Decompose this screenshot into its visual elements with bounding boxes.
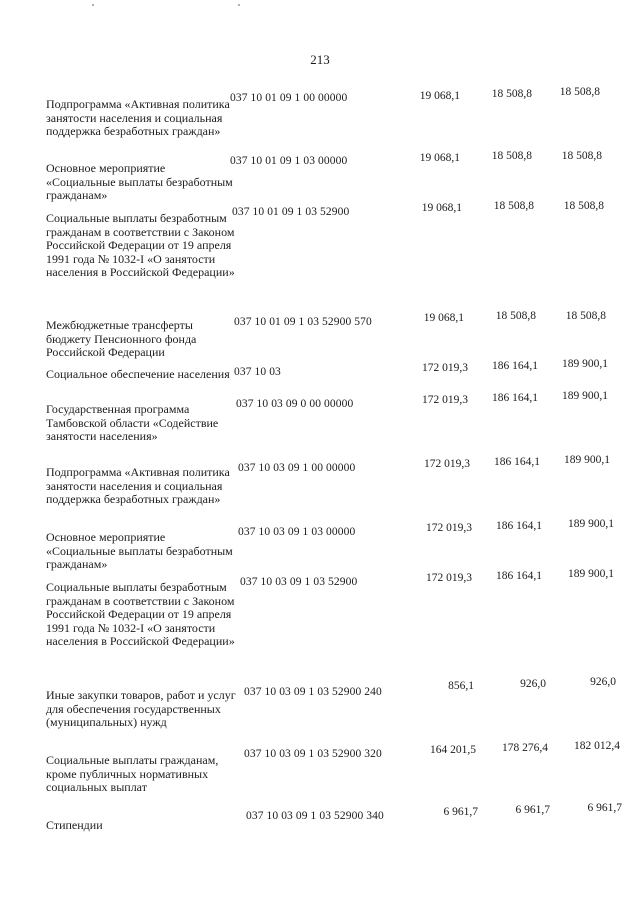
row-description: Основное мероприятие «Социальные выплаты безработным гражданам» [46, 530, 233, 571]
row-value-1: 19 068,1 [421, 202, 462, 214]
row-value-1: 172 019,3 [422, 394, 468, 406]
row-value-2: 186 164,1 [492, 392, 538, 404]
row-value-2: 186 164,1 [494, 456, 540, 468]
row-value-3: 189 900,1 [564, 454, 610, 466]
row-value-1: 172 019,3 [426, 572, 472, 584]
row-value-3: 18 508,8 [559, 86, 600, 98]
row-description: Стипендии [46, 818, 103, 832]
row-code: 037 10 01 09 1 03 00000 [230, 155, 348, 167]
row-value-1: 6 961,7 [443, 806, 478, 818]
row-description: Основное мероприятие «Социальные выплаты безработным гражданам» [46, 161, 233, 202]
row-description: Иные закупки товаров, работ и услуг для обеспечения государственных (муниципальных) нужд [46, 688, 236, 729]
row-code: 037 10 03 09 1 03 52900 [240, 576, 358, 588]
row-description: Государственная программа Тамбовской области «Содействие занятости населения» [46, 402, 219, 443]
row-value-3: 189 900,1 [562, 358, 608, 370]
row-value-3: 189 900,1 [568, 568, 614, 580]
row-value-2: 18 508,8 [491, 150, 532, 162]
row-value-3: 189 900,1 [568, 518, 614, 530]
row-value-3: 18 508,8 [565, 310, 606, 322]
row-code: 037 10 03 09 1 03 52900 320 [244, 748, 382, 760]
row-code: 037 10 03 09 1 00 00000 [238, 462, 356, 474]
row-value-3: 926,0 [590, 676, 616, 688]
row-description: Межбюджетные трансферты бюджету Пенсионного фонда Российской Федерации [46, 318, 197, 359]
row-description: Подпрограмма «Активная политика занятости населения и социальная поддержка безработных граждан» [46, 465, 230, 506]
row-value-1: 856,1 [448, 680, 474, 692]
row-description: Социальные выплаты безработным гражданам в соответствии с Законом Российской Федерации от 19 апреля 1991 года № 1032-I «О занятости населения в Российской Федерации» [46, 580, 235, 648]
row-code: 037 10 03 09 0 00 00000 [236, 398, 354, 410]
row-value-2: 186 164,1 [496, 570, 542, 582]
row-value-1: 19 068,1 [423, 312, 464, 324]
row-code: 037 10 03 09 1 03 00000 [238, 526, 356, 538]
row-value-2: 178 276,4 [502, 742, 548, 754]
row-value-2: 18 508,8 [493, 200, 534, 212]
row-value-2: 6 961,7 [515, 804, 550, 816]
row-code: 037 10 03 09 1 03 52900 340 [246, 810, 384, 822]
row-value-1: 19 068,1 [419, 90, 460, 102]
row-value-2: 926,0 [520, 678, 546, 690]
row-description: Социальные выплаты безработным гражданам в соответствии с Законом Российской Федерации от 19 апреля 1991 года № 1032-I «О занятости населения в Российской Федерации» [46, 211, 235, 279]
scan-speck [92, 4, 94, 6]
row-value-2: 186 164,1 [492, 360, 538, 372]
row-value-1: 172 019,3 [424, 458, 470, 470]
row-description: Социальные выплаты гражданам, кроме публичных нормативных социальных выплат [46, 753, 219, 794]
row-value-1: 172 019,3 [426, 522, 472, 534]
row-value-3: 6 961,7 [587, 802, 622, 814]
row-code: 037 10 01 09 1 00 00000 [230, 92, 348, 104]
row-description: Социальное обеспечение населения [46, 367, 230, 381]
row-code: 037 10 01 09 1 03 52900 570 [234, 316, 372, 328]
row-code: 037 10 03 09 1 03 52900 240 [244, 686, 382, 698]
row-code: 037 10 01 09 1 03 52900 [232, 206, 350, 218]
row-value-3: 18 508,8 [561, 150, 602, 162]
row-value-3: 18 508,8 [563, 200, 604, 212]
row-value-2: 18 508,8 [491, 88, 532, 100]
row-value-3: 189 900,1 [562, 390, 608, 402]
row-value-1: 172 019,3 [422, 362, 468, 374]
row-value-3: 182 012,4 [574, 740, 620, 752]
row-value-1: 19 068,1 [419, 152, 460, 164]
row-value-2: 18 508,8 [495, 310, 536, 322]
scan-speck [238, 4, 240, 6]
row-code: 037 10 03 [234, 366, 281, 378]
row-value-1: 164 201,5 [430, 744, 476, 756]
row-value-2: 186 164,1 [496, 520, 542, 532]
page-number: 213 [310, 52, 330, 67]
row-description: Подпрограмма «Активная политика занятости населения и социальная поддержка безработных граждан» [46, 97, 230, 138]
